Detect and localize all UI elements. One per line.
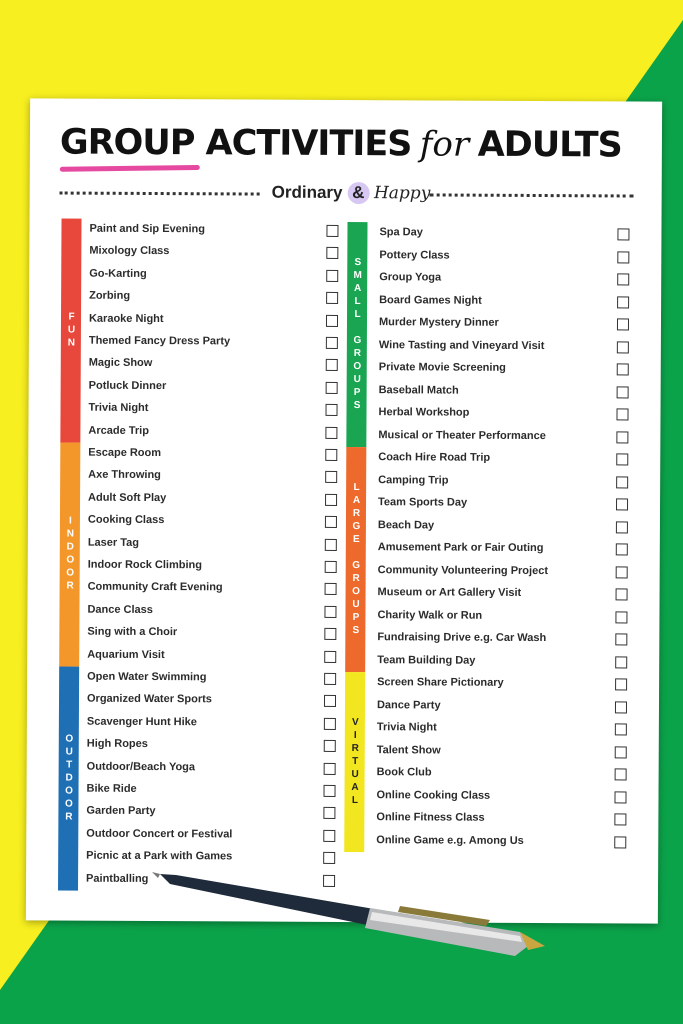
activity-checkbox[interactable] [617,251,629,263]
activity-item: Escape Room [88,446,162,460]
brand-logo: Ordinary & Happy [271,182,431,204]
activity-checkbox[interactable] [324,606,336,618]
activity-item: Pottery Class [379,248,450,262]
activity-checkbox[interactable] [325,538,337,550]
checklist-sheet [26,98,662,923]
activity-checkbox[interactable] [324,762,336,774]
activity-checkbox[interactable] [614,813,626,825]
activity-item: Baseball Match [378,383,459,397]
activity-item: Mixology Class [89,245,170,258]
activity-item: Book Club [376,766,432,779]
activity-item: High Ropes [86,737,148,751]
activity-checkbox[interactable] [326,337,338,349]
activity-item: Aquarium Visit [87,648,165,661]
category-bar-small-groups [346,222,367,447]
activity-checkbox[interactable] [616,408,628,420]
activity-item: Scavenger Hunt Hike [86,715,197,729]
activity-item: Karaoke Night [88,312,164,325]
activity-checkbox[interactable] [326,359,338,371]
category-label: LARGE GROUPS [350,481,363,638]
activity-item: Team Sports Day [378,496,468,509]
activity-item: Trivia Night [88,401,149,415]
category-bar-fun [60,219,81,443]
activity-checkbox[interactable] [614,791,626,803]
activity-item: Online Fitness Class [376,811,485,824]
activity-checkbox[interactable] [616,588,628,600]
activity-item: Amusement Park or Fair Outing [377,541,544,555]
activity-checkbox[interactable] [325,404,337,416]
activity-item: Magic Show [88,357,153,370]
dotted-divider-left [60,192,260,196]
activity-item: Spa Day [379,226,423,239]
activity-checkbox[interactable] [326,225,338,237]
category-bar-large-groups [345,447,366,672]
activity-checkbox[interactable] [325,471,337,483]
activity-item: Wine Tasting and Vineyard Visit [378,338,545,352]
activity-item: Outdoor Concert or Festival [86,827,233,841]
category-bar-indoor [59,443,80,667]
activity-checkbox[interactable] [616,431,628,443]
activity-checkbox[interactable] [617,341,629,353]
activity-item: Musical or Theater Performance [378,428,546,442]
activity-item: Paintballing [86,872,149,885]
activity-checkbox[interactable] [615,701,627,713]
activity-item: Group Yoga [379,271,442,284]
activity-item: Bike Ride [86,782,137,795]
activity-checkbox[interactable] [325,494,337,506]
activity-checkbox[interactable] [617,273,629,285]
activity-item: Charity Walk or Run [377,608,483,622]
category-bar-virtual [344,672,365,852]
activity-item: Cooking Class [87,513,165,527]
category-label: FUN [65,311,78,351]
activity-item: Go-Karting [89,267,147,280]
activity-checkbox[interactable] [615,746,627,758]
activity-checkbox[interactable] [615,656,627,668]
activity-checkbox[interactable] [325,449,337,461]
activity-checkbox[interactable] [616,453,628,465]
activity-item: Talent Show [376,743,441,757]
activity-item: Open Water Swimming [87,670,207,684]
activity-checkbox[interactable] [617,228,629,240]
activity-item: Themed Fancy Dress Party [88,334,231,348]
activity-item: Online Game e.g. Among Us [376,833,524,847]
activity-checkbox[interactable] [615,633,627,645]
activity-item: Team Building Day [377,653,476,667]
category-label: SMALL GROUPS [351,256,364,413]
category-bar-outdoor [58,667,79,891]
activity-checkbox[interactable] [617,296,629,308]
activity-item: Private Movie Screening [378,361,506,374]
activity-item: Screen Share Pictionary [377,676,504,689]
activity-checkbox[interactable] [615,678,627,690]
activity-item: Beach Day [377,518,435,531]
activity-item: Board Games Night [379,293,482,307]
activity-item: Picnic at a Park with Games [86,849,233,863]
pen-image [150,860,550,970]
activity-item: Garden Party [86,805,156,818]
activity-checkbox[interactable] [324,673,336,685]
activity-checkbox[interactable] [326,270,338,282]
category-label: OUTDOOR [63,733,75,825]
activity-checkbox[interactable] [326,382,338,394]
activity-item: Fundraising Drive e.g. Car Wash [377,631,547,645]
activity-checkbox[interactable] [323,807,335,819]
activity-checkbox[interactable] [326,247,338,259]
category-label: VIRTUAL [349,716,361,808]
activity-checkbox[interactable] [616,476,628,488]
activity-checkbox[interactable] [324,718,336,730]
activity-checkbox[interactable] [616,521,628,533]
activity-item: Trivia Night [376,721,437,734]
activity-checkbox[interactable] [324,785,336,797]
activity-item: Arcade Trip [88,424,149,437]
activity-checkbox[interactable] [615,611,627,623]
activity-checkbox[interactable] [325,583,337,595]
activity-checkbox[interactable] [326,292,338,304]
activity-item: Adult Soft Play [88,491,167,504]
activity-item: Axe Throwing [88,469,161,482]
activity-item: Indoor Rock Climbing [87,558,203,572]
activity-checkbox[interactable] [615,723,627,735]
activity-checkbox[interactable] [325,516,337,528]
activity-checkbox[interactable] [325,426,337,438]
activity-checkbox[interactable] [325,561,337,573]
activity-item: Laser Tag [87,536,140,549]
activity-item: Paint and Sip Evening [89,222,206,236]
activity-item: Online Cooking Class [376,788,491,802]
activity-checkbox[interactable] [324,740,336,752]
activity-item: Museum or Art Gallery Visit [377,586,522,599]
activity-item: Murder Mystery Dinner [378,316,499,329]
dotted-divider-right [430,193,634,197]
activity-item: Potluck Dinner [88,379,167,392]
activity-checkbox[interactable] [616,543,628,555]
activity-checkbox[interactable] [326,314,338,326]
page-title: GROUP ACTIVITIES for ADULTS [59,122,622,166]
activity-checkbox[interactable] [617,363,629,375]
activity-checkbox[interactable] [324,695,336,707]
activity-checkbox[interactable] [615,768,627,780]
activity-item: Coach Hire Road Trip [378,451,491,464]
activity-item: Zorbing [89,289,131,303]
activity-checkbox[interactable] [617,386,629,398]
activity-item: Outdoor/Beach Yoga [86,760,196,773]
activity-item: Dance Class [87,603,153,616]
activity-checkbox[interactable] [616,566,628,578]
activity-item: Sing with a Choir [87,625,178,639]
category-label: INDOOR [64,515,76,594]
activity-checkbox[interactable] [324,650,336,662]
activity-item: Community Craft Evening [87,581,223,594]
activity-item: Herbal Workshop [378,406,470,419]
activity-item: Organized Water Sports [86,693,212,706]
activity-checkbox[interactable] [616,498,628,510]
activity-item: Community Volunteering Project [377,563,549,577]
activity-checkbox[interactable] [324,628,336,640]
activity-checkbox[interactable] [617,318,629,330]
activity-item: Camping Trip [378,473,449,487]
activity-checkbox[interactable] [614,836,626,848]
activity-checkbox[interactable] [323,830,335,842]
activity-item: Dance Party [376,698,441,712]
